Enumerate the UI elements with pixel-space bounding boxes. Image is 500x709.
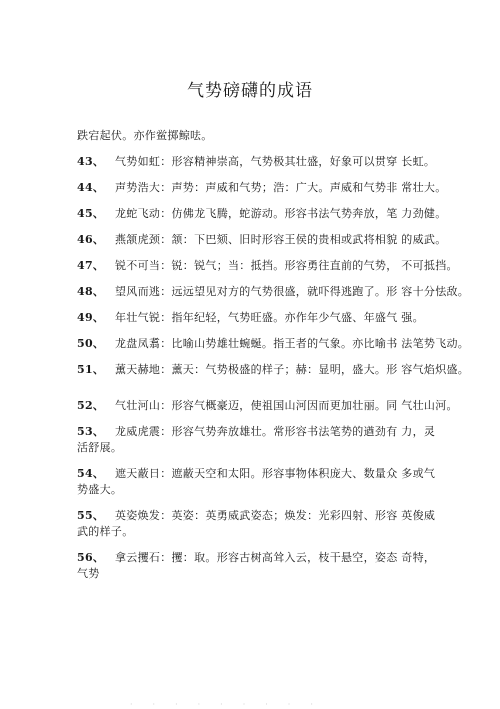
list-item xyxy=(77,206,447,222)
entry-text: 声势浩大：声势：声威和气势；浩：广大。声威和气势非 常壮大。 xyxy=(115,181,447,194)
entry-number: 45、 xyxy=(77,207,105,220)
list-item xyxy=(77,180,447,196)
list-item xyxy=(77,466,437,498)
entry-number: 52、 xyxy=(77,399,105,412)
entry-text: 英姿焕发：英姿：英勇威武姿态；焕发：光彩四射、形容 英俊威武的样子。 xyxy=(77,509,436,538)
list-item xyxy=(77,508,437,540)
entry-number: 51、 xyxy=(77,363,105,376)
list-item xyxy=(77,398,458,414)
entry-number: 49、 xyxy=(77,311,105,324)
entry-text: 龙蛇飞动：仿佛龙飞腾，蛇游动。形容书法气势奔放，笔 力劲健。 xyxy=(115,207,447,220)
list-item xyxy=(77,258,458,274)
entry-number: 46、 xyxy=(77,233,105,246)
entry-text: 龙盘凤翥：比喻山势雄壮蜿蜒。指王者的气象。亦比喻书 法笔势飞动。 xyxy=(115,337,470,350)
list-item xyxy=(77,232,447,248)
list-item xyxy=(77,424,437,456)
page-title: 气势磅礴的成语 xyxy=(187,81,313,101)
entry-number: 54、 xyxy=(77,467,105,480)
list-item xyxy=(77,550,437,582)
entry-number: 48、 xyxy=(77,285,105,298)
entry-number: 43、 xyxy=(77,155,105,168)
entry-list xyxy=(77,128,470,582)
intro-line: 跌宕起伏。亦作鲎掷鲸呿。 xyxy=(77,129,213,142)
entry-number: 44、 xyxy=(77,181,105,194)
entry-text: 年壮气锐：指年纪轻，气势旺盛。亦作年少气盛、年盛气 强。 xyxy=(115,311,424,324)
entry-text: 锐不可当：锐：锐气；当：抵挡。形容勇往直前的气势， 不可抵挡。 xyxy=(115,259,458,272)
list-item xyxy=(77,154,437,170)
entry-text: 遮天蔽日：遮蔽天空和太阳。形容事物体积庞大、数量众 多或气势盛大。 xyxy=(77,467,436,496)
entry-text: 气势如虹：形容精神崇高，气势极其壮盛，好象可以贯穿 长虹。 xyxy=(115,155,436,168)
entry-text: 拿云攫石：攫：取。形容古树高耸入云，枝干悬空，姿态 奇特，气势 xyxy=(77,551,436,580)
entry-text: 燕颔虎颈：颔：下巴颏、旧时形容王侯的贵相或武将相貌 的威武。 xyxy=(115,233,447,246)
list-item xyxy=(77,284,470,300)
list-item xyxy=(77,336,470,352)
entry-number: 55、 xyxy=(77,509,105,522)
entry-number: 50、 xyxy=(77,337,105,350)
entry-text: 气壮河山：形容气概豪迈，使祖国山河因而更加壮丽。同 气壮山河。 xyxy=(115,399,458,412)
list-item xyxy=(77,310,437,326)
entry-number: 56、 xyxy=(77,551,105,564)
entry-text: 龙威虎震：形容气势奔放雄壮。常形容书法笔势的遒劲有 力，灵活舒展。 xyxy=(77,425,436,454)
entry-number: 47、 xyxy=(77,259,105,272)
list-item xyxy=(77,362,470,378)
footer-decoration: ········· xyxy=(130,700,333,709)
entry-text: 薰天赫地：薰天：气势极盛的样子；赫：显明，盛大。形 容气焰炽盛。 xyxy=(115,363,470,376)
entry-text: 望风而逃：远远望见对方的气势很盛，就吓得逃跑了。形 容十分怯敌。 xyxy=(115,285,470,298)
entry-number: 53、 xyxy=(77,425,105,438)
